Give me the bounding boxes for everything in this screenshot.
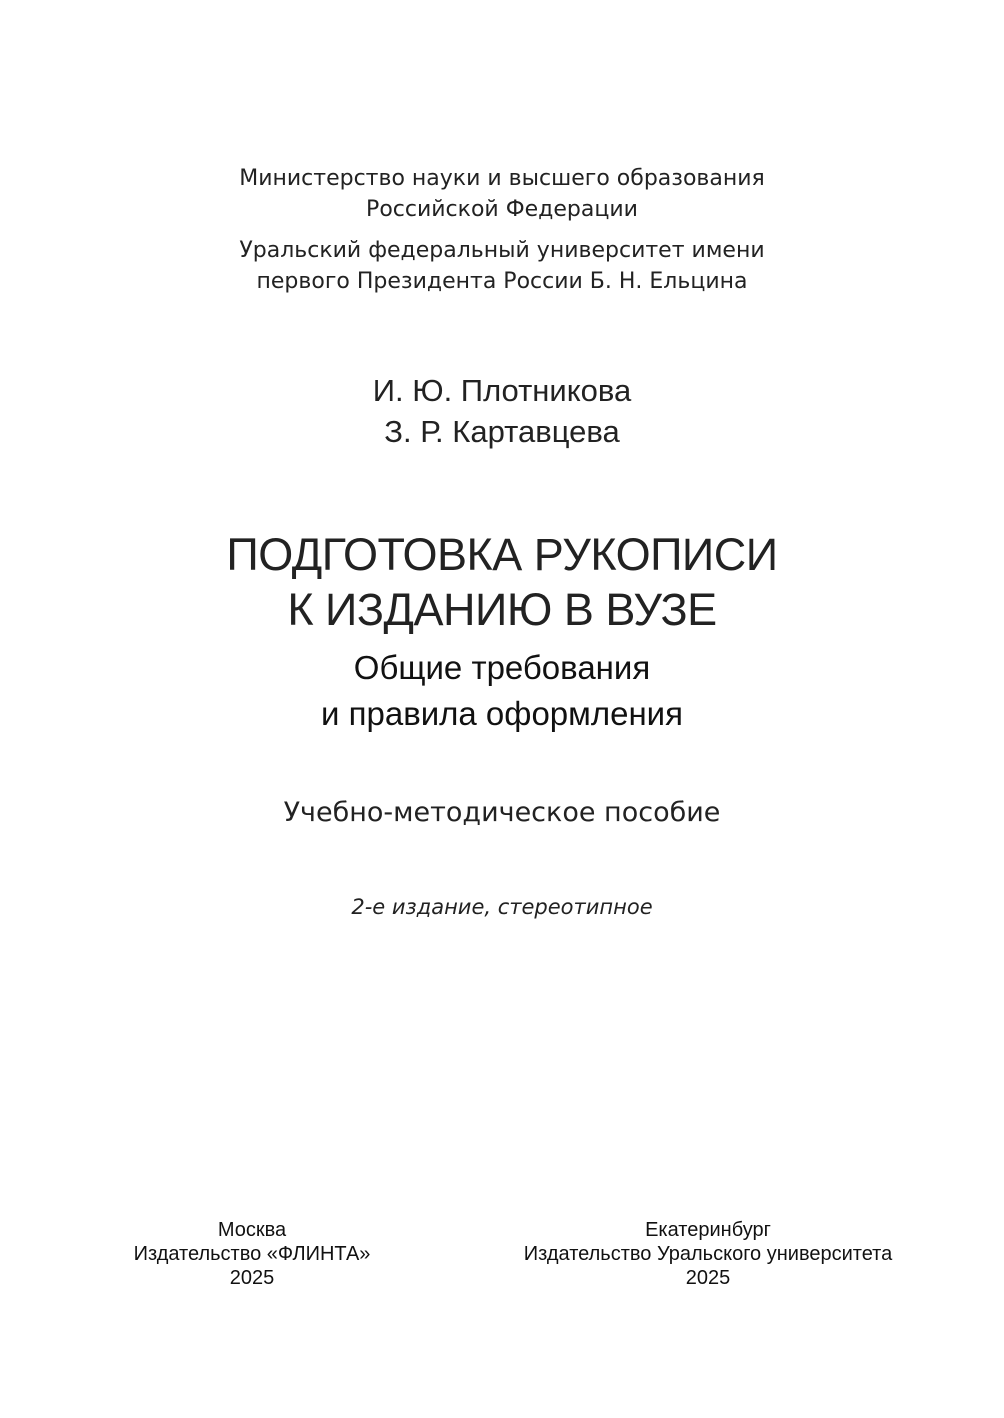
author-1: И. Ю. Плотникова [372, 373, 632, 408]
ministry-line-1: Министерство науки и высшего образования [239, 166, 765, 191]
publisher-left-city: Москва [217, 1219, 287, 1241]
university-line-1: Уральский федеральный университет имени [239, 238, 765, 263]
publisher-right [480, 1218, 936, 1290]
book-subtitle-line-1: Общие требования [353, 649, 651, 686]
book-subtitle-line-2: и правила оформления [321, 695, 683, 732]
book-title-line-2: К ИЗДАНИЮ В ВУЗЕ [287, 584, 717, 635]
publisher-left-year: 2025 [229, 1267, 275, 1289]
publisher-right-name: Издательство Уральского университета [523, 1243, 893, 1265]
book-title-line-1: ПОДГОТОВКА РУКОПИСИ [226, 529, 778, 580]
university-line-2: первого Президента России Б. Н. Ельцина [256, 269, 748, 294]
ministry-line-2: Российской Федерации [366, 197, 638, 222]
edition-note: 2-е издание, стереотипное [351, 895, 653, 919]
publisher-right-city: Екатеринбург [645, 1219, 771, 1241]
publisher-left-name: Издательство «ФЛИНТА» [133, 1243, 371, 1265]
author-2: З. Р. Картавцева [384, 414, 620, 449]
publisher-right-year: 2025 [685, 1267, 731, 1289]
publisher-left [112, 1218, 392, 1290]
document-type: Учебно-методическое пособие [283, 797, 721, 828]
